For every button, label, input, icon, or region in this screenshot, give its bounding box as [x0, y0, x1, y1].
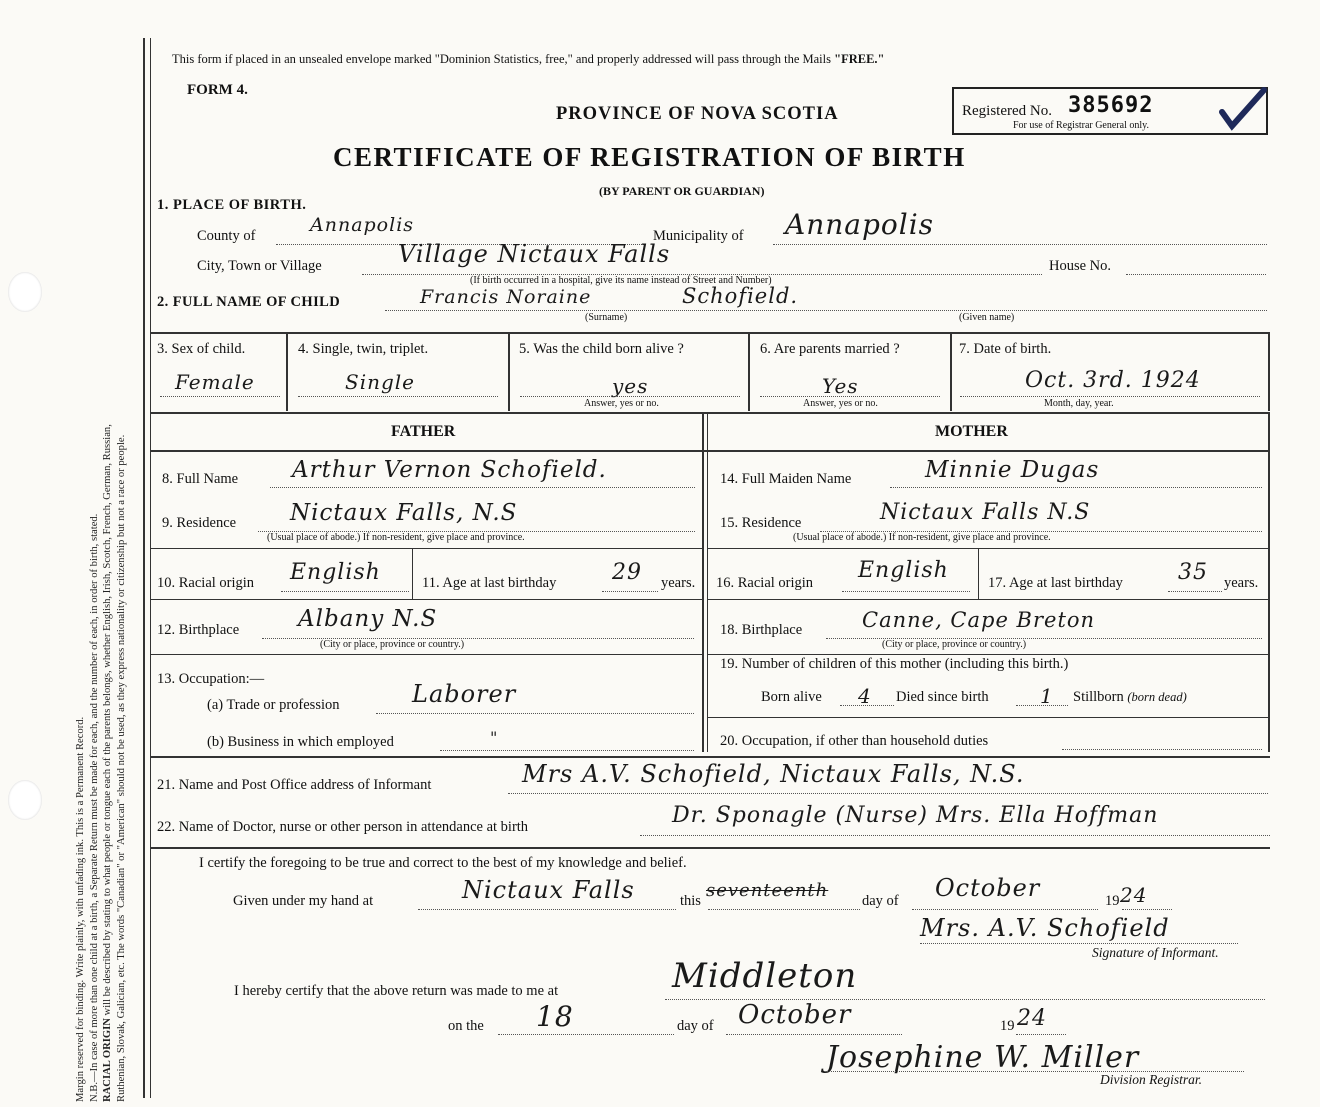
given-under-label: Given under my hand at	[233, 893, 374, 909]
row-rule	[151, 548, 702, 549]
informant-value: Mrs A.V. Schofield, Nictaux Falls, N.S.	[522, 760, 1025, 788]
business-line	[440, 750, 694, 751]
born-alive-line	[520, 396, 740, 397]
certify-statement: I certify the foregoing to be true and correct to the best of my knowledge and belief.	[199, 855, 687, 871]
married-label: 6. Are parents married ?	[760, 341, 900, 357]
child-name-label: 2. FULL NAME OF CHILD	[157, 294, 341, 310]
day-of-label: day of	[862, 893, 899, 909]
years-label: years.	[1224, 575, 1259, 591]
house-label: House No.	[1049, 258, 1112, 274]
row-rule	[708, 548, 1268, 549]
married-value: Yes	[822, 374, 859, 398]
mother-name-value: Minnie Dugas	[925, 457, 1100, 483]
surname-caption: (Surname)	[585, 312, 628, 323]
mail-notice: This form if placed in an unsealed envelope marked "Dominion Statistics, free," and properly addressed will pass through the Mails "FREE."	[172, 52, 885, 66]
mother-residence-value: Nictaux Falls N.S	[880, 500, 1091, 525]
child-surname: Schofield.	[682, 284, 799, 308]
row-rule	[151, 654, 702, 655]
mother-heading: MOTHER	[935, 423, 1008, 440]
trade-value: Laborer	[412, 680, 517, 708]
mother-racial-value: English	[858, 558, 949, 583]
business-label: (b) Business in which employed	[207, 734, 394, 750]
punch-hole	[8, 780, 42, 820]
column-rule	[1268, 413, 1270, 752]
month-line	[912, 909, 1098, 910]
mother-residence-label: 15. Residence	[720, 515, 802, 531]
mother-birthplace-label: 18. Birthplace	[720, 622, 803, 638]
hospital-note: (If birth occurred in a hospital, give its name instead of Street and Number)	[470, 275, 772, 286]
margin-note-line: Ruthenian, Slovak, Galician, etc. The words "Canadian" or "American" should not be used, as they express nationality or citizenship but not a race or people.	[115, 434, 127, 1102]
margin-note-line: N.B.—In case of more than one child at a birth, a Separate Return must be made for each, and the number of each, in order of birth, stated.	[88, 513, 100, 1102]
parent-divider	[707, 413, 708, 752]
house-line	[1126, 274, 1266, 275]
registrar-note: For use of Registrar General only.	[1013, 120, 1149, 131]
municipality-label: Municipality of	[653, 228, 744, 244]
born-alive-count-label: Born alive	[761, 689, 822, 705]
registrar-month-line	[726, 1034, 902, 1035]
trade-line	[376, 713, 694, 714]
column-rule	[508, 333, 510, 411]
plurality-line	[298, 396, 498, 397]
column-rule	[286, 333, 288, 411]
row-rule	[708, 654, 1268, 655]
father-age-value: 29	[612, 560, 642, 585]
business-value: "	[490, 728, 499, 747]
cell-rule	[978, 549, 979, 599]
mother-name-label: 14. Full Maiden Name	[720, 471, 852, 487]
section-rule	[151, 847, 1270, 849]
stillborn-label: Stillborn (born dead)	[1073, 689, 1187, 705]
column-rule	[1268, 333, 1270, 411]
occupation-label: 13. Occupation:—	[157, 671, 265, 687]
sex-label: 3. Sex of child.	[157, 341, 246, 357]
father-racial-line	[281, 591, 409, 592]
section-rule	[151, 332, 1270, 334]
province-title: PROVINCE OF NOVA SCOTIA	[556, 104, 839, 124]
plurality-label: 4. Single, twin, triplet.	[298, 341, 429, 357]
given-place-line	[418, 909, 676, 910]
registrar-day-of-label: day of	[677, 1018, 714, 1034]
given-year-value: 24	[1120, 883, 1148, 907]
father-residence-label: 9. Residence	[162, 515, 237, 531]
mother-age-label: 17. Age at last birthday	[988, 575, 1123, 591]
child-given-name: Francis Noraine	[420, 286, 592, 308]
year-line	[1122, 909, 1172, 910]
trade-label: (a) Trade or profession	[207, 697, 340, 713]
mother-racial-label: 16. Racial origin	[716, 575, 814, 591]
registrar-day-line	[498, 1034, 674, 1035]
section-rule	[151, 756, 1270, 758]
mother-occupation-label: 20. Occupation, if other than household duties	[720, 733, 989, 749]
form-number: FORM 4.	[187, 82, 248, 98]
county-label: County of	[197, 228, 256, 244]
municipality-line	[773, 244, 1267, 245]
registrar-day-value: 18	[536, 1000, 574, 1033]
row-rule	[708, 599, 1268, 600]
sex-line	[160, 396, 280, 397]
mother-birthplace-value: Canne, Cape Breton	[862, 608, 1096, 632]
dob-caption: Month, day, year.	[1044, 398, 1114, 409]
parent-divider	[702, 413, 704, 752]
informant-label: 21. Name and Post Office address of Informant	[157, 777, 432, 793]
mother-age-line	[1168, 591, 1222, 592]
row-rule	[151, 599, 702, 600]
years-label: years.	[661, 575, 696, 591]
registrar-statement: I hereby certify that the above return was made to me at	[234, 983, 559, 999]
born-alive-value: yes	[612, 374, 649, 398]
page-title: CERTIFICATE OF REGISTRATION OF BIRTH	[333, 142, 966, 172]
died-count: 1	[1040, 684, 1054, 708]
day-line	[708, 909, 860, 910]
answer-note: Answer, yes or no.	[584, 398, 659, 409]
attendant-label: 22. Name of Doctor, nurse or other person in attendance at birth	[157, 819, 529, 835]
check-mark-icon	[1218, 82, 1266, 132]
father-racial-value: English	[290, 560, 381, 585]
signature-caption: Signature of Informant.	[1092, 945, 1219, 960]
given-day-value: seventeenth	[706, 880, 829, 901]
margin-note-line: Margin reserved for binding. Write plainly, with unfading ink. This is a Permanent Record.	[75, 716, 86, 1102]
father-racial-label: 10. Racial origin	[157, 575, 255, 591]
child-name-line	[385, 310, 1267, 311]
birthplace-note: (City or place, province or country.)	[882, 639, 1027, 650]
mother-age-value: 35	[1178, 560, 1208, 585]
birthplace-note: (City or place, province or country.)	[320, 639, 465, 650]
registrar-year-prefix: 19	[1000, 1018, 1015, 1034]
registrar-year-value: 24	[1017, 1006, 1047, 1031]
informant-line	[508, 793, 1268, 794]
place-of-birth-label: 1. PLACE OF BIRTH.	[157, 197, 307, 213]
city-value: Village Nictaux Falls	[398, 240, 671, 268]
father-heading: FATHER	[391, 423, 456, 440]
father-age-label: 11. Age at last birthday	[422, 575, 557, 591]
column-rule	[748, 333, 750, 411]
father-name-label: 8. Full Name	[162, 471, 239, 487]
plurality-value: Single	[345, 370, 416, 394]
attendant-value: Dr. Sponagle (Nurse) Mrs. Ella Hoffman	[672, 803, 1159, 828]
residence-note: (Usual place of abode.) If non-resident, give place and province.	[793, 532, 1051, 543]
on-the-label: on the	[448, 1018, 484, 1034]
registrar-month-value: October	[738, 1000, 852, 1030]
dob-line	[960, 396, 1260, 397]
married-line	[760, 396, 940, 397]
row-rule	[708, 717, 1268, 718]
margin-note-line: RACIAL ORIGIN will be described by stating to what people or tongue each of the parents belongs, whether English, Irish, Scotch, French, German, Russian,	[102, 424, 114, 1102]
mother-occupation-line	[1062, 749, 1262, 750]
father-name-line	[270, 487, 695, 488]
dob-label: 7. Date of birth.	[959, 341, 1052, 357]
section-rule	[151, 412, 1270, 414]
given-name-caption: (Given name)	[959, 312, 1015, 323]
column-rule	[950, 333, 952, 411]
section-rule	[151, 450, 1270, 452]
county-value: Annapolis	[310, 214, 415, 236]
punch-hole	[8, 272, 42, 312]
margin-rule	[143, 38, 145, 1098]
margin-rule	[150, 38, 151, 1098]
registered-label: Registered No.	[962, 103, 1052, 119]
signature-line	[920, 943, 1238, 944]
year-prefix: 19	[1105, 893, 1120, 909]
municipality-value: Annapolis	[785, 208, 935, 241]
this-label: this	[680, 893, 701, 909]
cell-rule	[412, 549, 413, 599]
mother-name-line	[890, 487, 1262, 488]
registrar-place-value: Middleton	[672, 956, 858, 996]
residence-note: (Usual place of abode.) If non-resident, give place and province.	[267, 532, 525, 543]
registrar-year-line	[1016, 1034, 1066, 1035]
city-label: City, Town or Village	[197, 258, 322, 274]
mother-racial-line	[842, 591, 970, 592]
registered-number: 385692	[1068, 93, 1154, 118]
margin-notes	[74, 22, 128, 1102]
attendant-line	[640, 835, 1270, 836]
died-label: Died since birth	[896, 689, 989, 705]
born-alive-count: 4	[858, 684, 872, 708]
father-age-line	[602, 591, 658, 592]
children-count-label: 19. Number of children of this mother (including this birth.)	[720, 656, 1069, 672]
father-residence-value: Nictaux Falls, N.S	[290, 500, 518, 526]
given-month-value: October	[935, 874, 1041, 902]
sex-value: Female	[175, 370, 255, 394]
answer-note: Answer, yes or no.	[803, 398, 878, 409]
page-subtitle: (BY PARENT OR GUARDIAN)	[599, 184, 765, 198]
registrar-title: Division Registrar.	[1100, 1072, 1203, 1087]
dob-value: Oct. 3rd. 1924	[1025, 368, 1201, 393]
registrar-signature: Josephine W. Miller	[826, 1040, 1140, 1075]
father-name-value: Arthur Vernon Schofield.	[292, 457, 607, 483]
father-birthplace-value: Albany N.S	[298, 606, 438, 632]
father-birthplace-label: 12. Birthplace	[157, 622, 240, 638]
born-alive-label: 5. Was the child born alive ?	[519, 341, 684, 357]
informant-signature: Mrs. A.V. Schofield	[920, 914, 1170, 942]
given-place-value: Nictaux Falls	[462, 876, 635, 904]
